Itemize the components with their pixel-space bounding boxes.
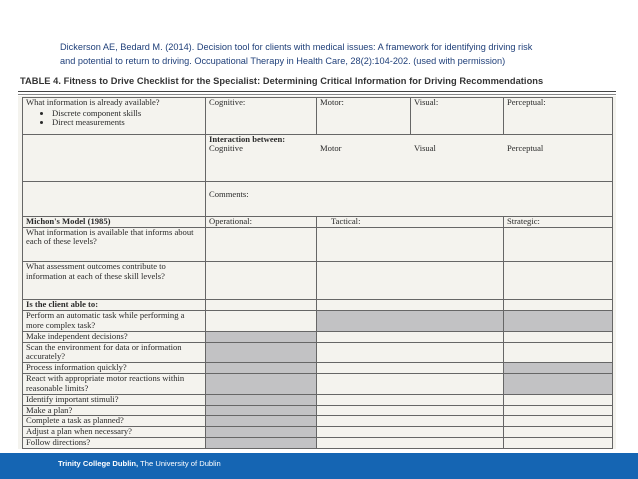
strategic-cell: Strategic:: [504, 216, 613, 227]
checklist-item: Follow directions?: [23, 438, 206, 449]
interaction-cell: [206, 134, 613, 181]
operational-cell: Operational:: [206, 216, 317, 227]
checklist-item: Perform an automatic task while performing a more complex task?: [23, 311, 206, 332]
footer-org: Trinity College Dublin,: [58, 459, 139, 468]
available-info-question: What information is already available?: [26, 97, 160, 107]
blank-cell: [317, 394, 504, 405]
blank-cell: [317, 227, 504, 262]
citation-line-2: and potential to return to driving. Occupational Therapy in Health Care, 28(2):104-202. (used with permission): [60, 56, 506, 66]
michon-question: What information is available that informs about each of these levels?: [23, 227, 206, 262]
footer-bar: [0, 453, 638, 479]
shaded-cell: [504, 363, 613, 374]
shaded-cell: [504, 311, 613, 332]
checklist-table: [22, 97, 613, 449]
checklist-item: Complete a task as planned?: [23, 416, 206, 427]
title-rule: [18, 91, 616, 92]
cognitive-cell: Cognitive:: [206, 98, 317, 135]
shaded-cell: [504, 374, 613, 395]
blank-cell: [504, 416, 613, 427]
available-info-row: [23, 98, 613, 135]
shaded-cell: [206, 405, 317, 416]
footer-sub: The University of Dublin: [138, 459, 221, 468]
checklist-item: Scan the environment for data or information accurately?: [23, 342, 206, 363]
interaction-heading: Interaction between:: [209, 134, 286, 144]
motor-cell: Motor:: [317, 98, 411, 135]
interaction-labels: [209, 144, 609, 154]
checklist-item: Adjust a plan when necessary?: [23, 427, 206, 438]
shaded-cell: [206, 416, 317, 427]
shaded-cell: [206, 374, 317, 395]
comments-label: Comments:: [209, 188, 249, 199]
footer-text: [58, 459, 221, 468]
perceptual-cell: Perceptual:: [504, 98, 613, 135]
blank-cell: [23, 134, 206, 181]
blank-cell: [317, 427, 504, 438]
comments-row: [23, 181, 613, 216]
blank-cell: [504, 438, 613, 449]
checklist-item: Process information quickly?: [23, 363, 206, 374]
shaded-cell: [206, 363, 317, 374]
citation-line-1: Dickerson AE, Bedard M. (2014). Decision tool for clients with medical issues: A framework for identifying driving risk: [60, 42, 533, 52]
checklist-row: [23, 438, 613, 449]
blank-cell: [317, 331, 504, 342]
checklist-row: [23, 363, 613, 374]
interaction-cognitive: Cognitive: [209, 143, 243, 154]
shaded-cell: [206, 394, 317, 405]
blank-cell: [504, 394, 613, 405]
checklist-row: [23, 331, 613, 342]
checklist-row: [23, 394, 613, 405]
interaction-visual: Visual: [414, 143, 436, 154]
michon-heading: Michon's Model (1985): [23, 216, 206, 227]
interaction-motor: Motor: [320, 143, 342, 154]
michon-question-row: [23, 227, 613, 262]
blank-cell: [317, 438, 504, 449]
blank-cell: [504, 342, 613, 363]
blank-cell: [504, 300, 613, 311]
checklist-row: [23, 427, 613, 438]
blank-cell: [317, 342, 504, 363]
checklist-row: [23, 416, 613, 427]
bullet-item: • Direct measurements: [52, 118, 202, 128]
blank-cell: [206, 227, 317, 262]
table-title: TABLE 4. Fitness to Drive Checklist for the Specialist: Determining Critical Information for Driving Recommendations: [20, 76, 544, 86]
client-able-heading: Is the client able to:: [23, 300, 206, 311]
blank-cell: [317, 363, 504, 374]
blank-cell: [317, 374, 504, 395]
comments-cell: [206, 181, 613, 216]
tactical-cell: Tactical:: [317, 216, 504, 227]
blank-cell: [206, 311, 317, 332]
client-able-header-row: [23, 300, 613, 311]
visual-cell: Visual:: [411, 98, 504, 135]
checklist-item: Make a plan?: [23, 405, 206, 416]
blank-cell: [504, 331, 613, 342]
blank-cell: [317, 300, 504, 311]
checklist-row: [23, 342, 613, 363]
blank-cell: [317, 262, 504, 300]
blank-cell: [504, 262, 613, 300]
citation: [60, 40, 600, 68]
title-rule-secondary: [18, 94, 616, 95]
available-info-bullets: [26, 109, 202, 128]
blank-cell: [504, 227, 613, 262]
checklist-row: [23, 374, 613, 395]
blank-cell: [317, 416, 504, 427]
michon-question: What assessment outcomes contribute to information at each of these skill levels?: [23, 262, 206, 300]
checklist-row: [23, 405, 613, 416]
checklist-row: [23, 311, 613, 332]
available-info-cell: [23, 98, 206, 135]
shaded-cell: [206, 331, 317, 342]
checklist-item: Make independent decisions?: [23, 331, 206, 342]
bullet-item: • Discrete component skills: [52, 109, 202, 119]
checklist-item: Identify important stimuli?: [23, 394, 206, 405]
shaded-cell: [206, 342, 317, 363]
shaded-cell: [206, 438, 317, 449]
blank-cell: [206, 262, 317, 300]
blank-cell: [504, 427, 613, 438]
blank-cell: [504, 405, 613, 416]
michon-question-row: [23, 262, 613, 300]
blank-cell: [23, 181, 206, 216]
interaction-perceptual: Perceptual: [507, 143, 544, 154]
interaction-row: [23, 134, 613, 181]
blank-cell: [206, 300, 317, 311]
shaded-cell: [317, 311, 504, 332]
checklist-item: React with appropriate motor reactions within reasonable limits?: [23, 374, 206, 395]
michon-header-row: [23, 216, 613, 227]
blank-cell: [317, 405, 504, 416]
shaded-cell: [206, 427, 317, 438]
